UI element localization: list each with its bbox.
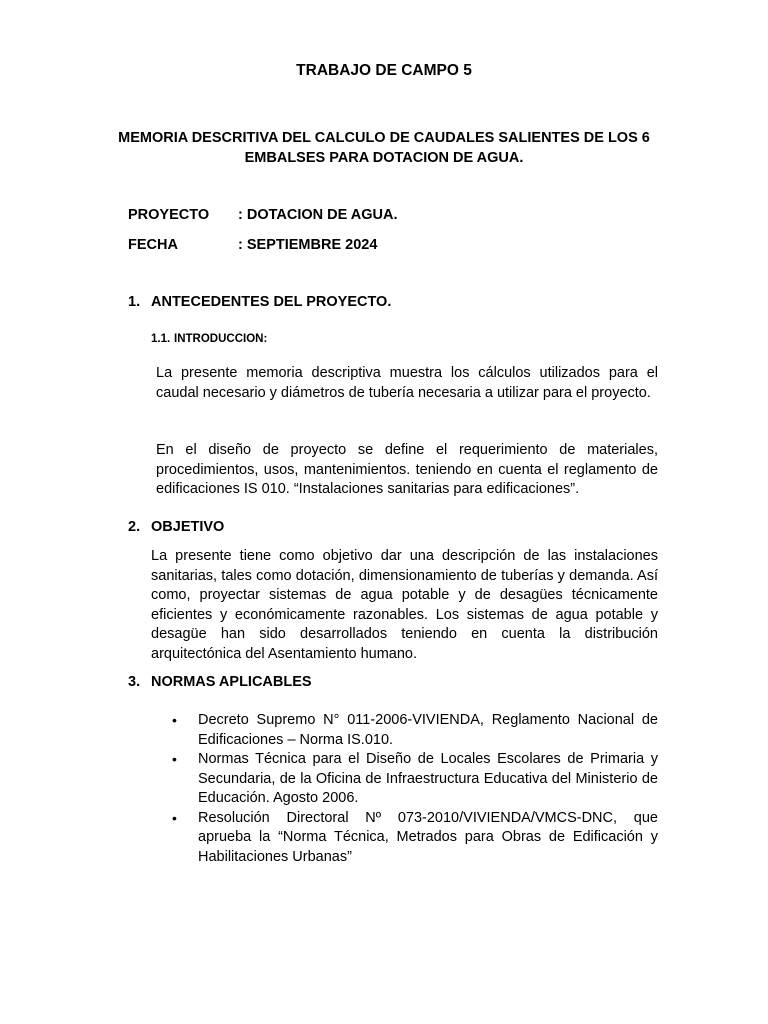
meta-value-fecha: : SEPTIEMBRE 2024 xyxy=(238,237,378,253)
meta-row-fecha xyxy=(128,237,377,253)
section-3-heading xyxy=(128,674,312,690)
bullet-icon: • xyxy=(172,712,177,728)
section-1-heading xyxy=(128,294,391,310)
document-subtitle: MEMORIA DESCRITIVA DEL CALCULO DE CAUDALES SALIENTES DE LOS 6 EMBALSES PARA DOTACION DE AGUA. xyxy=(118,130,650,166)
norm-item-text: Decreto Supremo N° 011-2006-VIVIENDA, Reglamento Nacional de Edificaciones – Norma IS.010. xyxy=(198,712,658,748)
list-item xyxy=(168,750,658,809)
list-item xyxy=(168,809,658,868)
section-2-number: 2. xyxy=(128,519,141,535)
section-3-title: NORMAS APLICABLES xyxy=(151,674,312,690)
intro-paragraph-2: En el diseño de proyecto se define el requerimiento de materiales, procedimientos, usos, mantenimientos. teniendo en cuenta el reglamento de edificaciones IS 010. “Instalaciones sanitarias para edificaciones”. xyxy=(156,442,658,497)
norms-list xyxy=(168,711,658,867)
norm-item-text: Resolución Directoral Nº 073-2010/VIVIENDA/VMCS-DNC, que aprueba la “Norma Técnica, Metrados para Obras de Edificación y Habilitaciones Urbanas” xyxy=(198,809,658,865)
bullet-icon: • xyxy=(172,809,177,826)
list-item xyxy=(168,711,658,750)
subsection-1-1-number: 1.1. xyxy=(151,333,171,345)
subsection-1-1-heading xyxy=(151,333,267,345)
section-2-heading xyxy=(128,519,224,535)
norm-item-text: Normas Técnica para el Diseño de Locales Escolares de Primaria y Secundaria, de la Oficina de Infraestructura Educativa del Ministerio de Educación. Agosto 2006. xyxy=(198,751,658,806)
subsection-1-1-title: INTRODUCCION: xyxy=(174,333,268,345)
section-1-number: 1. xyxy=(128,294,141,310)
section-3-number: 3. xyxy=(128,674,141,690)
meta-key-fecha: FECHA xyxy=(128,237,178,253)
objective-paragraph: La presente tiene como objetivo dar una descripción de las instalaciones sanitarias, tales como dotación, dimensionamiento de tuberías y demanda. Así como, proyectar sistemas de agua potable y de desagües técnicamente eficientes y económicamente razonables. Los sistemas de agua potable y desagüe han sido desarrollados teniendo en cuenta la distribución arquitectónica del Asentamiento humano. xyxy=(151,548,658,662)
section-2-title: OBJETIVO xyxy=(151,519,225,535)
meta-value-proyecto: : DOTACION DE AGUA. xyxy=(238,207,398,223)
intro-paragraph-1: La presente memoria descriptiva muestra los cálculos utilizados para el caudal necesario y diámetros de tubería necesaria a utilizar para el proyecto. xyxy=(156,365,658,401)
bullet-icon: • xyxy=(172,751,177,767)
meta-row-proyecto xyxy=(128,207,398,223)
meta-key-proyecto: PROYECTO xyxy=(128,207,210,223)
section-1-title: ANTECEDENTES DEL PROYECTO. xyxy=(151,294,392,310)
document-title: TRABAJO DE CAMPO 5 xyxy=(296,62,472,79)
